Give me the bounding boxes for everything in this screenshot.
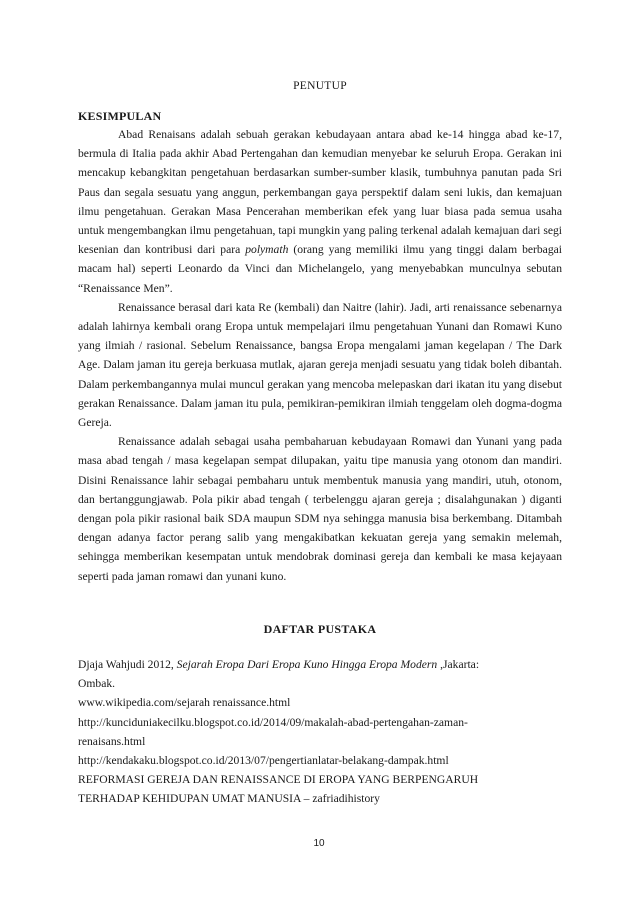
- reference-1-title: Sejarah Eropa Dari Eropa Kuno Hingga Eropa Modern: [176, 658, 438, 671]
- section-title: PENUTUP: [293, 80, 347, 92]
- subheading-kesimpulan: KESIMPULAN: [78, 109, 162, 123]
- paragraph-3: Renaissance adalah sebagai usaha pembaharuan kebudayaan Romawi dan Yunani yang pada masa abad tengah / masa kegelapan sempat dilupakan, yaitu tipe manusia yang otonom dan mandiri. Disini Renaissance lahir sebagai pembaharu untuk membentuk manusia yang mandiri, utuh, otonom, dan bertanggungjawab. Pola pikir abad tengah ( terbelenggu ajaran gereja ; disalahgunakan ) diganti dengan pola pikir rasional baik SDA maupun SDM nya sehingga manusia bisa berkembang. Ditambah dengan adanya factor perang salib yang mengakibatkan kekuatan gereja yang semakin melemah, sehingga memberikan kesempatan untuk mendobrak dominasi gereja dan kembali ke masa kejayaan seperti pada jaman romawi dan yunani kuno.: [78, 435, 562, 583]
- bibliography-title: DAFTAR PUSTAKA: [263, 622, 377, 636]
- reference-1: [78, 655, 562, 674]
- page-number: 10: [313, 838, 325, 849]
- reference-5-line-1: REFORMASI GEREJA DAN RENAISSANCE DI EROPA YANG BERPENGARUH: [78, 773, 479, 787]
- reference-4: http://kendakaku.blogspot.co.id/2013/07/pengertianlatar-belakang-dampak.html: [78, 754, 449, 768]
- paragraph-1-text-a: Abad Renaisans adalah sebuah gerakan kebudayaan antara abad ke-14 hingga abad ke-17, bermula di Italia pada akhir Abad Pertengahan dan kemudian menyebar ke seluruh Eropa. Gerakan ini mencakup kebangkitan pengetahuan berdasarkan sumber-sumber klasik, tumbuhnya panutan pada Sri Paus dan segala sesuatu yang anggun, perkembangan gaya perspektif dalam seni lukis, dan kemajuan ilmu pengetahuan. Gerakan Masa Pencerahan memberikan efek yang luar biasa pada semua usaha untuk mengembangkan ilmu pengetahuan, tapi mungkin yang paling terkenal adalah kemajuan dari segi kesenian dan kontribusi dari para: [78, 128, 562, 257]
- paragraph-1: [78, 125, 562, 298]
- conclusion-body: [78, 125, 562, 586]
- reference-5-line-2: TERHADAP KEHIDUPAN UMAT MANUSIA – zafriadihistory: [78, 792, 380, 806]
- reference-3-line-2: renaisans.html: [78, 734, 146, 748]
- reference-2: www.wikipedia.com/sejarah renaissance.html: [78, 696, 291, 710]
- paragraph-1-text-b: (orang yang memiliki ilmu yang tinggi dalam berbagai macam hal) seperti Leonardo da Vinci dan Michelangelo, yang menyebabkan munculnya sebutan “Renaissance Men”.: [78, 243, 562, 295]
- bibliography-list: [78, 655, 562, 809]
- reference-3-line-1: http://kunciduniakecilku.blogspot.co.id/2014/09/makalah-abad-pertengahan-zaman-: [78, 715, 468, 729]
- reference-1-author: Djaja Wahjudi 2012,: [78, 658, 177, 671]
- paragraph-1-italic-term: polymath: [245, 243, 289, 257]
- reference-1-publisher: Ombak.: [78, 677, 116, 691]
- paragraph-2: Renaissance berasal dari kata Re (kembali) dan Naitre (lahir). Jadi, arti renaissance sebenarnya adalah lahirnya kembali orang Eropa untuk mempelajari ilmu pengetahuan Yunani dan Romawi Kuno yang ilmiah / rasional. Sebelum Renaissance, bangsa Eropa mengalami jaman kegelapan / The Dark Age. Dalam jaman itu gereja berkuasa mutlak, ajaran gereja menjadi sesuatu yang tidak boleh dibantah. Dalam perkembangannya mulai muncul gerakan yang mencoba melepaskan dari ikatan itu yang disebut gerakan Renaissance. Dalam jaman itu pula, pemikiran-pemikiran ilmiah tenggelam oleh dogma-dogma Gereja.: [78, 300, 562, 430]
- reference-1-place: ,Jakarta:: [437, 658, 480, 671]
